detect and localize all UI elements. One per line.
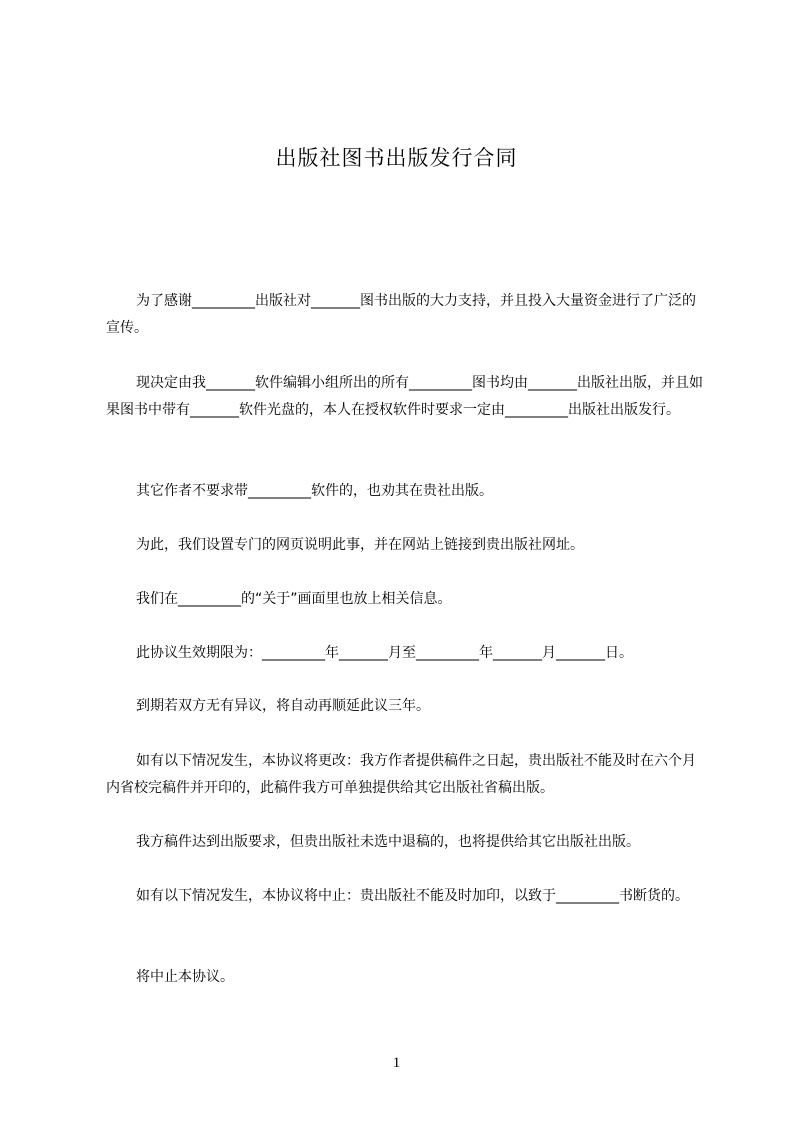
paragraph-terminate: 将中止本协议。 — [136, 969, 234, 985]
paragraph-auto-renewal: 到期若双方无有异议，将自动再顺延此议三年。 — [136, 698, 430, 714]
paragraph-termination-conditions: 如有以下情况发生，本协议将中止：贵出版社不能及时加印，以致于_________书断货的。 — [136, 888, 689, 904]
paragraph-rejected-manuscripts: 我方稿件达到出版要求，但贵出版社未选中退稿的，也将提供给其它出版社出版。 — [136, 834, 640, 850]
paragraph-validity-period: 此协议生效期限为：_________年_______月至_________年_______月_______日。 — [136, 645, 633, 661]
paragraph-publishing-decision: 现决定由我_______软件编辑小组所出的所有_________图书均由_______出版社出版，并且如果图书中带有_______软件光盘的，本人在授权软件时要求一定由_________出版社出版发行。 — [106, 375, 703, 418]
paragraph-thanks: 为了感谢_________出版社对_______图书出版的大力支持，并且投入大量资金进行了广泛的宣传。 — [106, 293, 696, 336]
document-title: 出版社图书出版发行合同 — [275, 146, 518, 170]
paragraph-webpage: 为此，我们设置专门的网页说明此事，并在网站上链接到贵出版社网址。 — [136, 537, 584, 553]
page-number: 1 — [392, 1055, 401, 1071]
paragraph-about-screen: 我们在_________的“关于”画面里也放上相关信息。 — [136, 591, 452, 607]
paragraph-change-conditions: 如有以下情况发生，本协议将更改：我方作者提供稿件之日起，贵出版社不能及时在六个月内省校完稿件并开印的，此稿件我方可单独提供给其它出版社省稿出版。 — [106, 753, 696, 796]
paragraph-other-authors: 其它作者不要求带_________软件的，也劝其在贵社出版。 — [136, 483, 493, 499]
